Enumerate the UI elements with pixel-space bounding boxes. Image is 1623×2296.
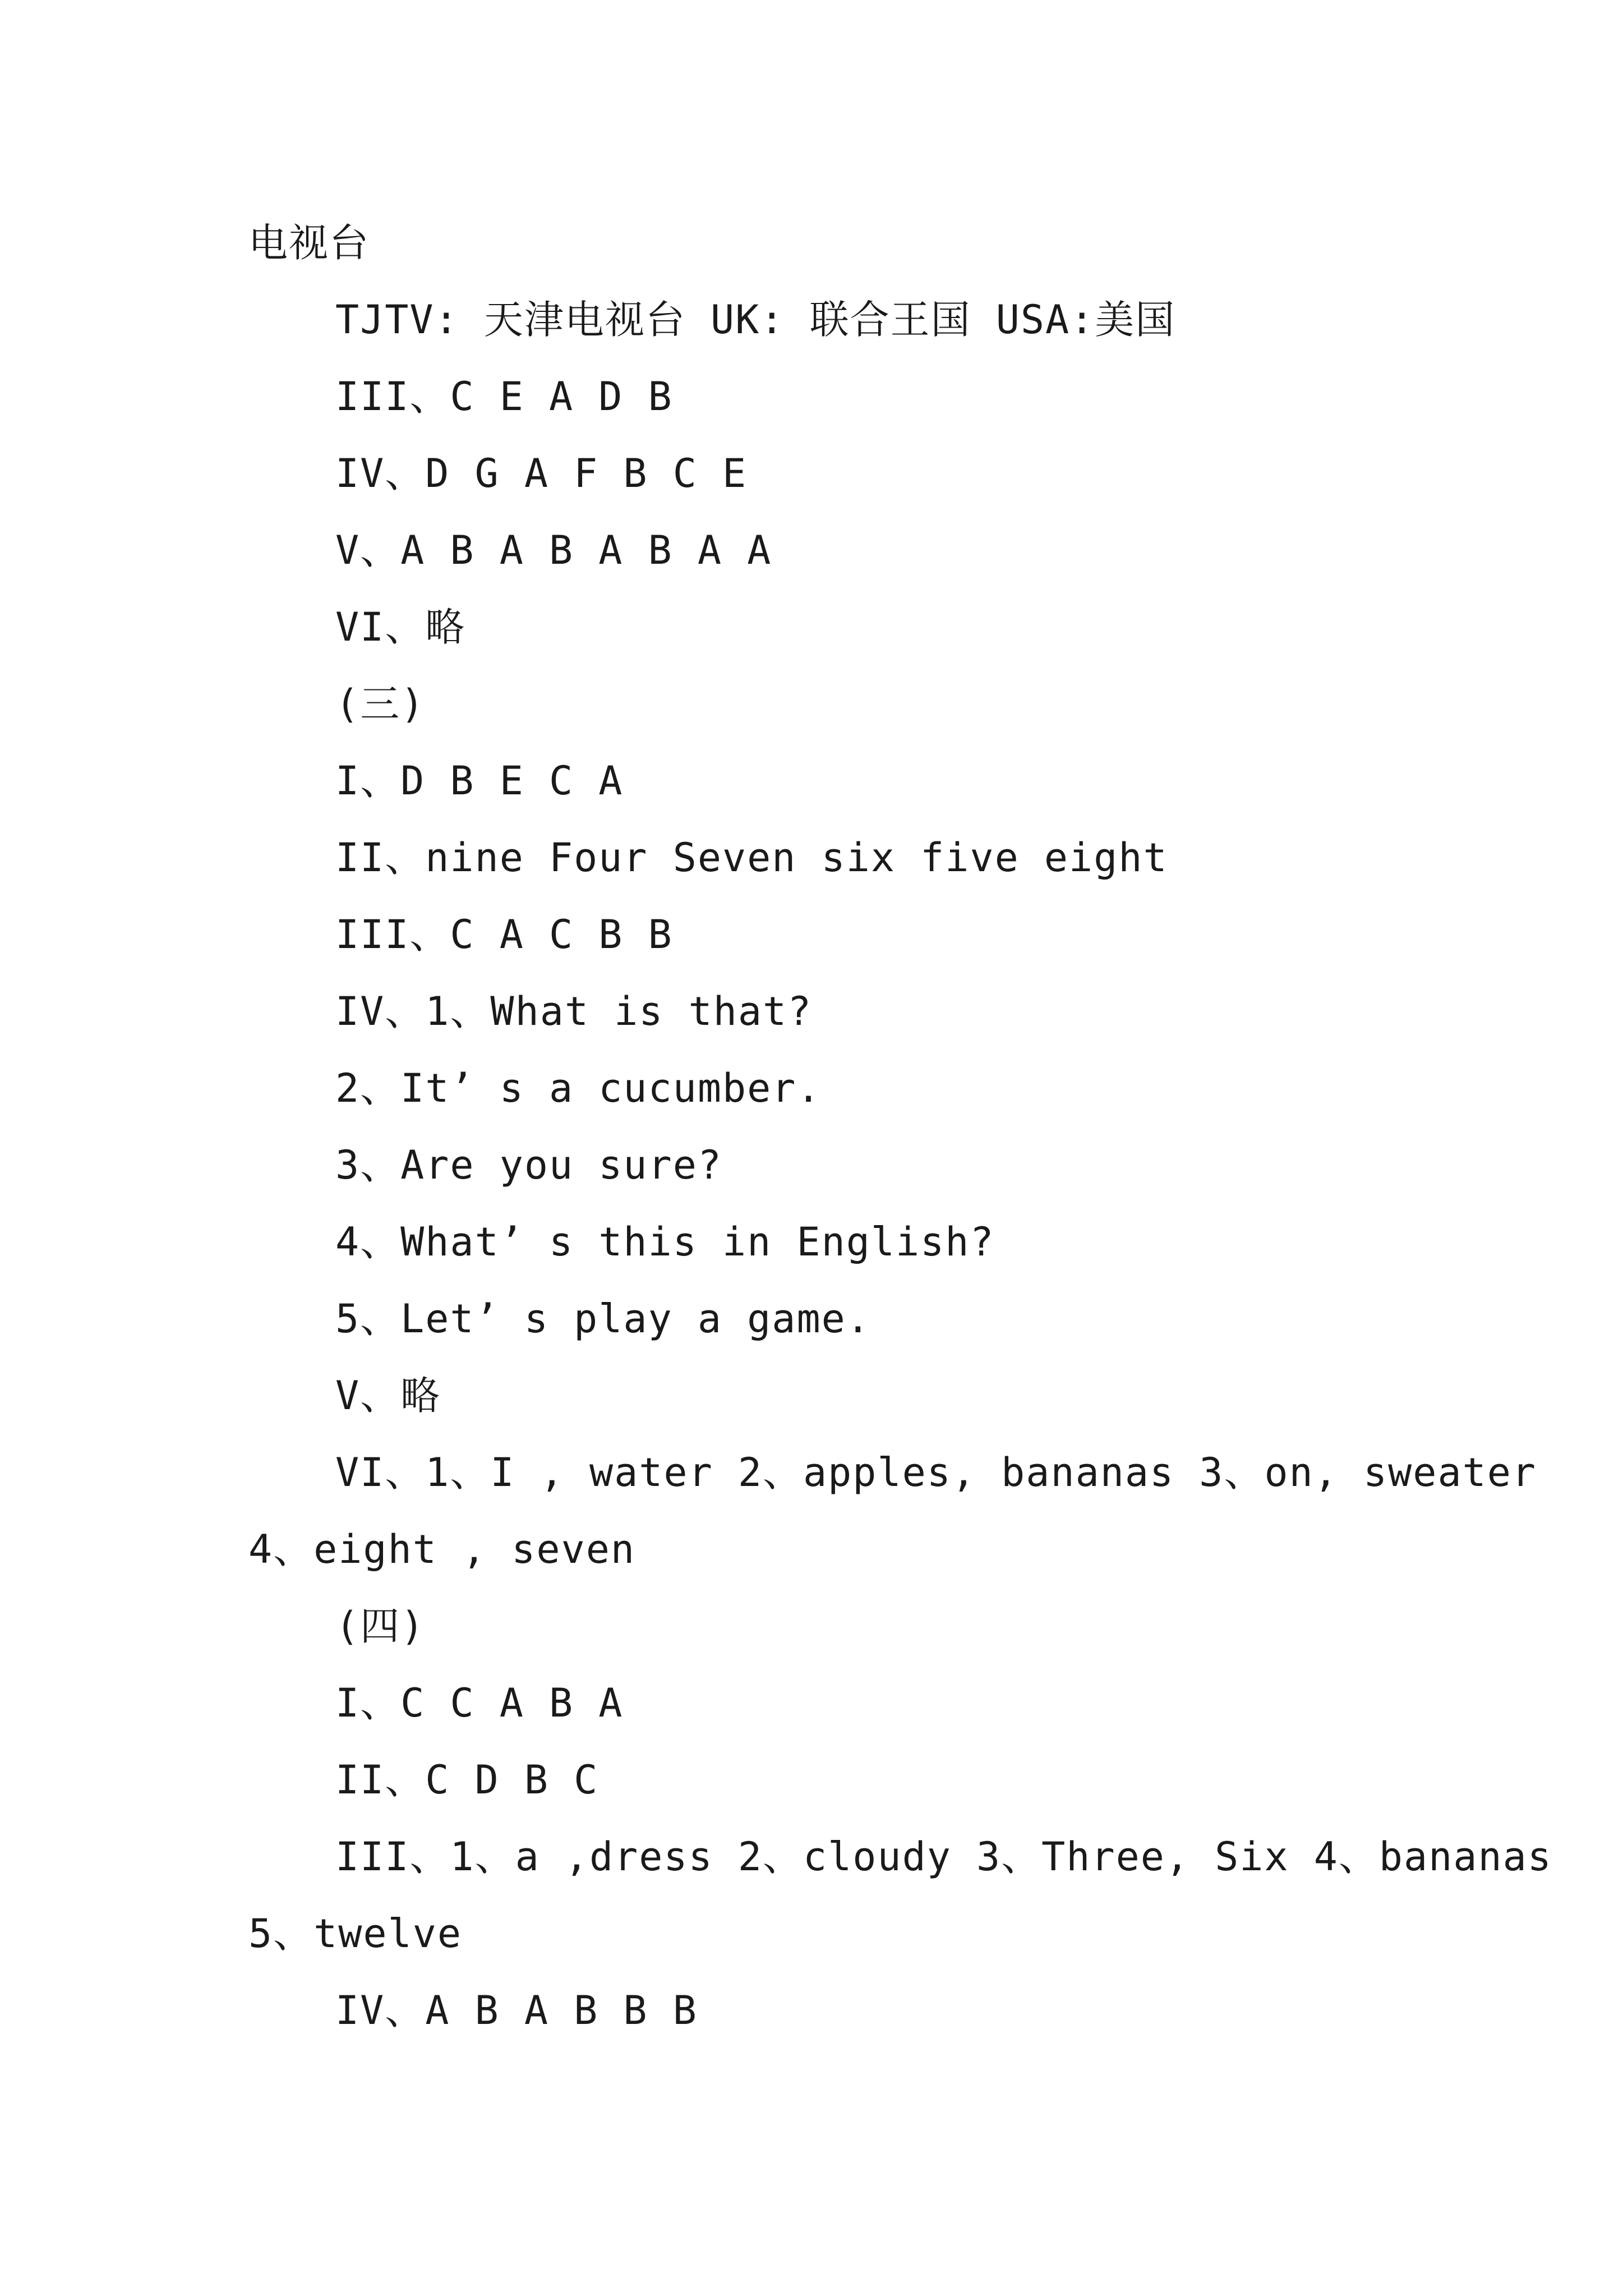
answer-line-part3-iv-4: 4、What’ s this in English? <box>335 1219 995 1265</box>
answer-line-part2-iv: IV、D G A F B C E <box>335 450 748 496</box>
answer-line-part2-iii: III、C E A D B <box>335 374 673 420</box>
answer-line-part4-iii: III、1、a ,dress 2、cloudy 3、Three, Six 4、bananas <box>335 1834 1552 1880</box>
abbreviation-line: TJTV: 天津电视台 UK: 联合王国 USA:美国 <box>335 297 1176 343</box>
answer-line-part3-iv-3: 3、Are you sure? <box>335 1142 723 1188</box>
answer-line-part2-vi: VI、略 <box>335 604 466 650</box>
answer-line-part3-iii: III、C A C B B <box>335 912 673 958</box>
answer-line-part3-vi-cont: 4、eight , seven <box>248 1526 636 1572</box>
answer-line-part2-v: V、A B A B A B A A <box>335 527 772 573</box>
answer-line-part3-vi: VI、1、I , water 2、apples, bananas 3、on, sweater <box>335 1450 1537 1496</box>
answer-line-part3-iv-1: IV、1、What is that? <box>335 988 813 1034</box>
answer-line-part3-ii: II、nine Four Seven six five eight <box>335 835 1168 881</box>
section-heading-4: (四) <box>335 1603 426 1649</box>
answer-line-part4-iv: IV、A B A B B B <box>335 1987 698 2033</box>
answer-line-part4-i: I、C C A B A <box>335 1680 624 1726</box>
answer-line-part4-ii: II、C D B C <box>335 1757 599 1803</box>
answer-line-part3-iv-5: 5、Let’ s play a game. <box>335 1296 871 1342</box>
answer-line-part3-v: V、略 <box>335 1373 441 1419</box>
heading-tv-station: 电视台 <box>248 220 370 266</box>
answer-line-part4-iii-cont: 5、twelve <box>248 1911 463 1957</box>
section-heading-3: (三) <box>335 681 426 727</box>
answer-line-part3-iv-2: 2、It’ s a cucumber. <box>335 1065 822 1111</box>
answer-line-part3-i: I、D B E C A <box>335 758 624 804</box>
